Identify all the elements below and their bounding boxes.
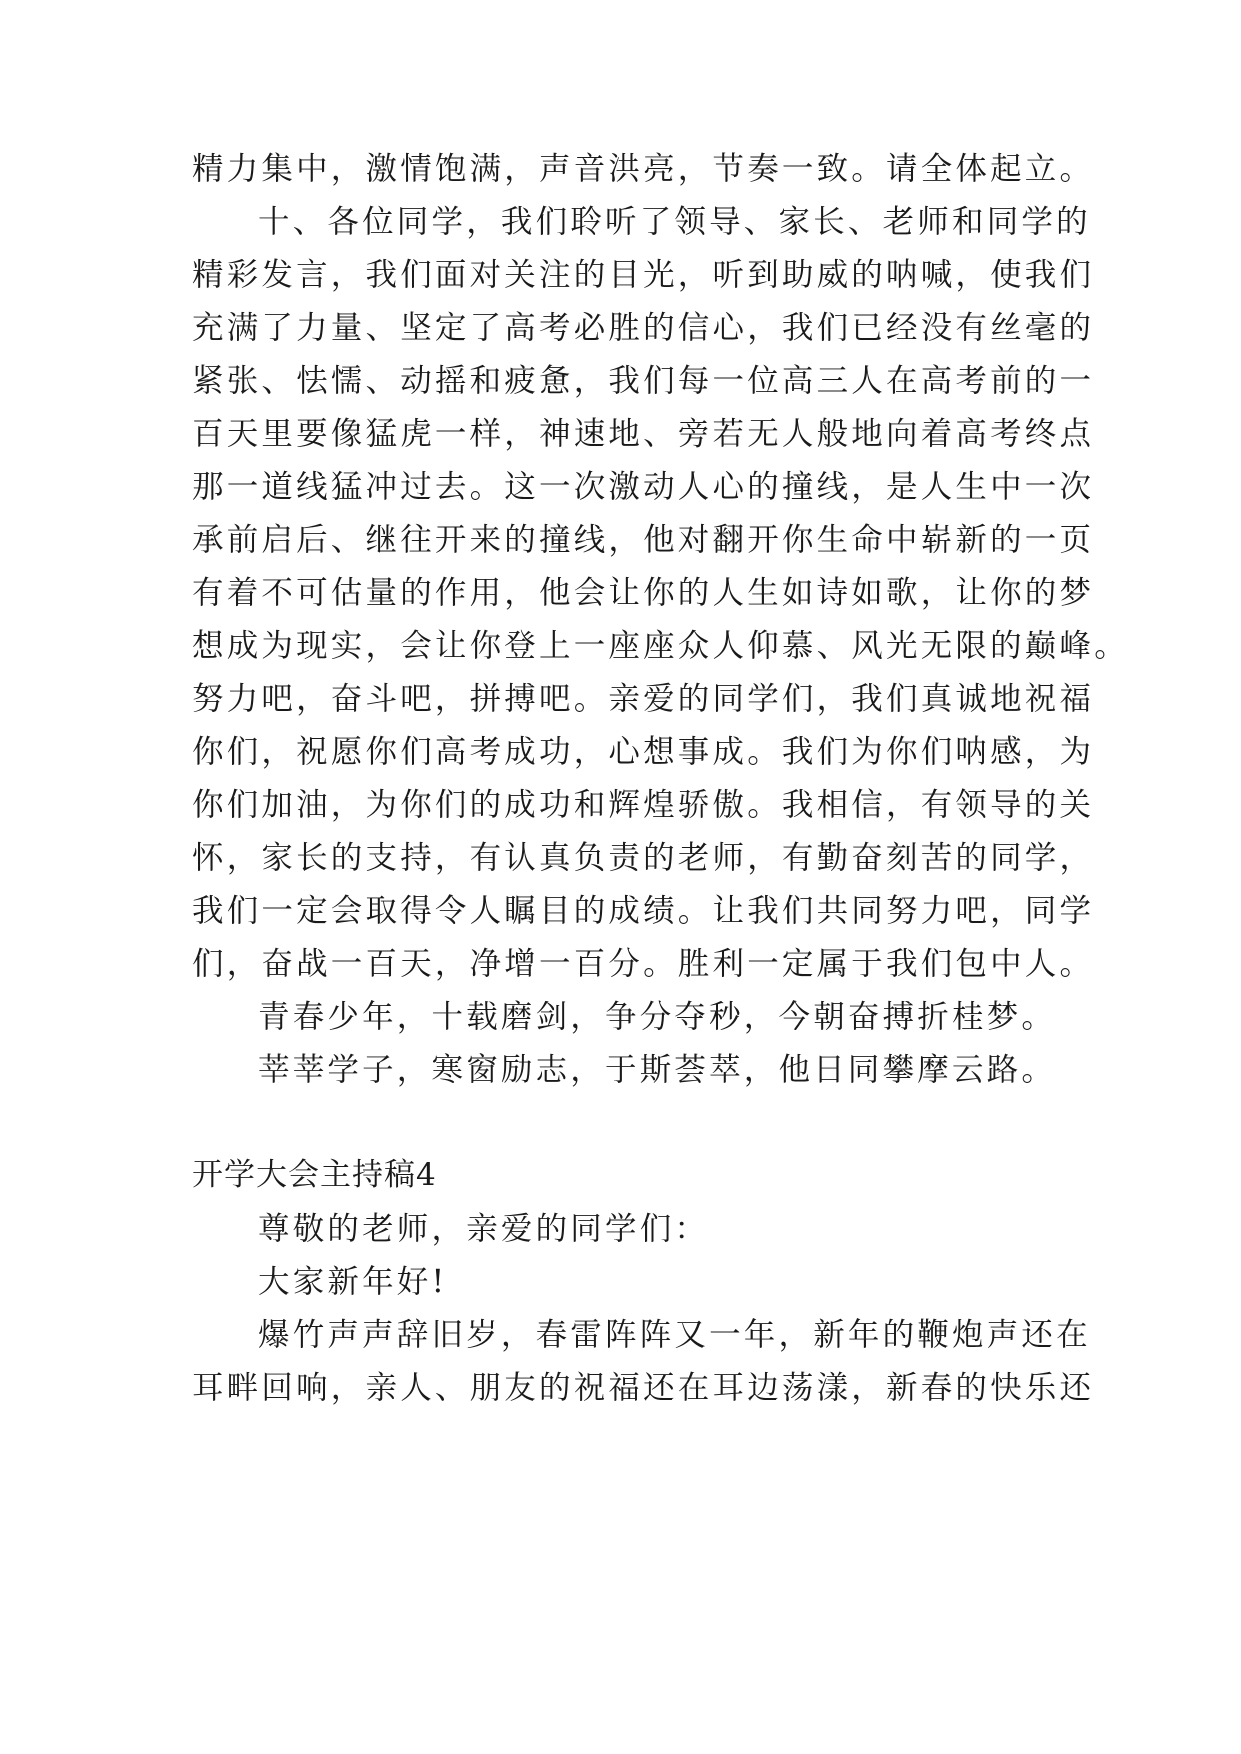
text-line: 们，奋战一百天，净增一百分。胜利一定属于我们包中人。 bbox=[192, 946, 1095, 982]
text-line: 莘莘学子，寒窗励志，于斯荟萃，他日同攀摩云路。 bbox=[258, 1052, 1057, 1088]
text-line: 爆竹声声辞旧岁，春雷阵阵又一年，新年的鞭炮声还在 bbox=[258, 1317, 1091, 1353]
text-line: 百天里要像猛虎一样，神速地、旁若无人般地向着高考终点 bbox=[192, 416, 1095, 452]
text-line: 精力集中，激情饱满，声音洪亮，节奏一致。请全体起立。 bbox=[192, 151, 1095, 187]
section-heading: 开学大会主持稿4 bbox=[192, 1157, 437, 1193]
text-line: 精彩发言，我们面对关注的目光，听到助威的呐喊，使我们 bbox=[192, 257, 1095, 293]
text-line: 有着不可估量的作用，他会让你的人生如诗如歌，让你的梦 bbox=[192, 575, 1095, 611]
text-line: 努力吧，奋斗吧，拼搏吧。亲爱的同学们，我们真诚地祝福 bbox=[192, 681, 1095, 717]
text-line: 怀，家长的支持，有认真负责的老师，有勤奋刻苦的同学， bbox=[192, 840, 1095, 876]
text-line: 紧张、怯懦、动摇和疲惫，我们每一位高三人在高考前的一 bbox=[192, 363, 1095, 399]
text-line: 我们一定会取得令人瞩目的成绩。让我们共同努力吧，同学 bbox=[192, 893, 1095, 929]
text-line: 大家新年好! bbox=[258, 1264, 448, 1300]
text-line: 你们加油，为你们的成功和辉煌骄傲。我相信，有领导的关 bbox=[192, 787, 1095, 823]
text-line: 尊敬的老师，亲爱的同学们： bbox=[258, 1211, 710, 1247]
text-line: 那一道线猛冲过去。这一次激动人心的撞线，是人生中一次 bbox=[192, 469, 1095, 505]
text-line: 十、各位同学，我们聆听了领导、家长、老师和同学的 bbox=[258, 204, 1091, 240]
text-line: 你们，祝愿你们高考成功，心想事成。我们为你们呐感，为 bbox=[192, 734, 1095, 770]
text-line: 承前启后、继往开来的撞线，他对翻开你生命中崭新的一页 bbox=[192, 522, 1095, 558]
text-line: 充满了力量、坚定了高考必胜的信心，我们已经没有丝毫的 bbox=[192, 310, 1095, 346]
text-line: 青春少年，十载磨剑，争分夺秒，今朝奋搏折桂梦。 bbox=[258, 999, 1057, 1035]
text-line: 耳畔回响，亲人、朋友的祝福还在耳边荡漾，新春的快乐还 bbox=[192, 1370, 1095, 1406]
text-line: 想成为现实，会让你登上一座座众人仰慕、风光无限的巅峰。 bbox=[192, 628, 1129, 664]
